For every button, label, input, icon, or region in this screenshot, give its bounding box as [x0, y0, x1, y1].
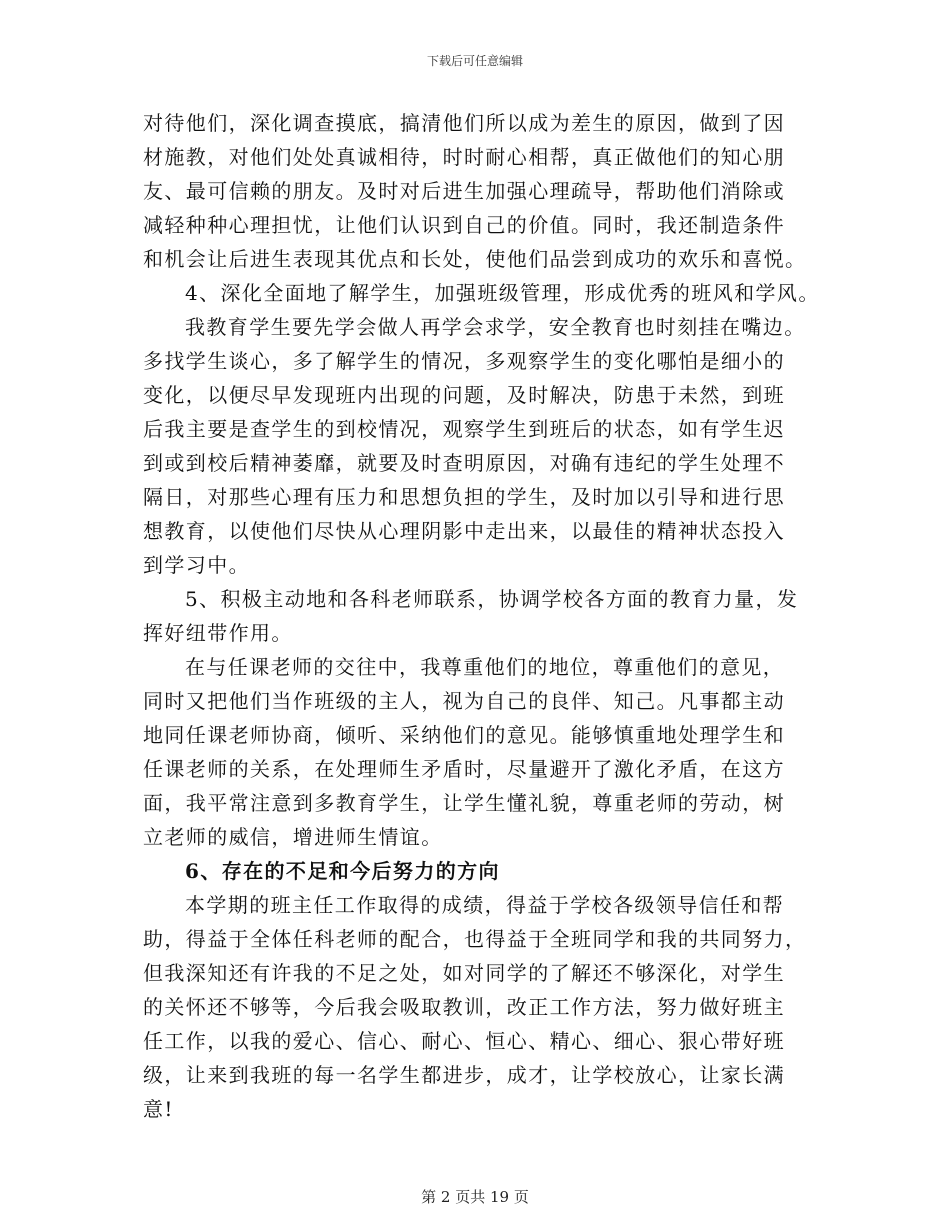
body-text-line: 到学习中。: [143, 553, 250, 577]
body-text-line: 友、最可信赖的朋友。及时对后进生加强心理疏导，帮助他们消除或: [143, 179, 785, 203]
body-text-line: 本学期的班主任工作取得的成绩，得益于学校各级领导信任和帮: [185, 893, 785, 917]
body-text-line: 材施教，对他们处处真诚相待，时时耐心相帮，真正做他们的知心朋: [143, 145, 785, 169]
body-text-line: 减轻种种心理担忧，让他们认识到自己的价值。同时，我还制造条件: [143, 213, 785, 237]
body-text-line: 面，我平常注意到多教育学生，让学生懂礼貌，尊重老师的劳动，树: [143, 791, 785, 815]
body-text-line: 同时又把他们当作班级的主人，视为自己的良伴、知己。凡事都主动: [143, 689, 785, 713]
body-text-line: 5、积极主动地和各科老师联系，协调学校各方面的教育力量，发: [185, 587, 799, 611]
body-text-line: 地同任课老师协商，倾听、采纳他们的意见。能够慎重地处理学生和: [143, 723, 785, 747]
page-header: 下载后可任意编辑: [426, 54, 523, 68]
section-heading: 6、存在的不足和今后努力的方向: [185, 859, 500, 883]
body-text-line: 级，让来到我班的每一名学生都进步，成才，让学校放心，让家长满: [143, 1063, 785, 1087]
body-text-line: 任工作，以我的爱心、信心、耐心、恒心、精心、细心、狠心带好班: [143, 1029, 785, 1053]
body-text-line: 4、深化全面地了解学生，加强班级管理，形成优秀的班风和学风。: [185, 281, 820, 305]
body-text-line: 任课老师的关系，在处理师生矛盾时，尽量避开了激化矛盾，在这方: [143, 757, 785, 781]
body-text-line: 隔日，对那些心理有压力和思想负担的学生，及时加以引导和进行思: [143, 485, 785, 509]
body-text-line: 后我主要是查学生的到校情况，观察学生到班后的状态，如有学生迟: [143, 417, 785, 441]
body-text-line: 想教育，以使他们尽快从心理阴影中走出来，以最佳的精神状态投入: [143, 519, 785, 543]
body-text-line: 在与任课老师的交往中，我尊重他们的地位，尊重他们的意见，: [185, 655, 785, 679]
body-text-line: 到或到校后精神萎靡，就要及时查明原因，对确有违纪的学生处理不: [143, 451, 785, 475]
body-text-line: 对待他们，深化调查摸底，搞清他们所以成为差生的原因，做到了因: [143, 111, 785, 135]
body-text-line: 变化，以便尽早发现班内出现的问题，及时解决，防患于未然，到班: [143, 383, 785, 407]
body-text-line: 立老师的威信，增进师生情谊。: [143, 825, 443, 849]
body-text-line: 和机会让后进生表现其优点和长处，使他们品尝到成功的欢乐和喜悦。: [143, 247, 807, 271]
body-text-line: 但我深知还有许我的不足之处，如对同学的了解还不够深化，对学生: [143, 961, 785, 985]
page-footer: 第 2 页共 19 页: [421, 1188, 529, 1206]
body-text-line: 的关怀还不够等，今后我会吸取教训，改正工作方法，努力做好班主: [143, 995, 785, 1019]
body-text-line: 挥好纽带作用。: [143, 621, 293, 645]
body-text-line: 多找学生谈心，多了解学生的情况，多观察学生的变化哪怕是细小的: [143, 349, 785, 373]
body-text-line: 我教育学生要先学会做人再学会求学，安全教育也时刻挂在嘴边。: [185, 315, 806, 339]
body-text-line: 意!: [143, 1097, 174, 1121]
document-body: [143, 106, 823, 1126]
body-text-line: 助，得益于全体任科老师的配合，也得益于全班同学和我的共同努力，: [143, 927, 807, 951]
